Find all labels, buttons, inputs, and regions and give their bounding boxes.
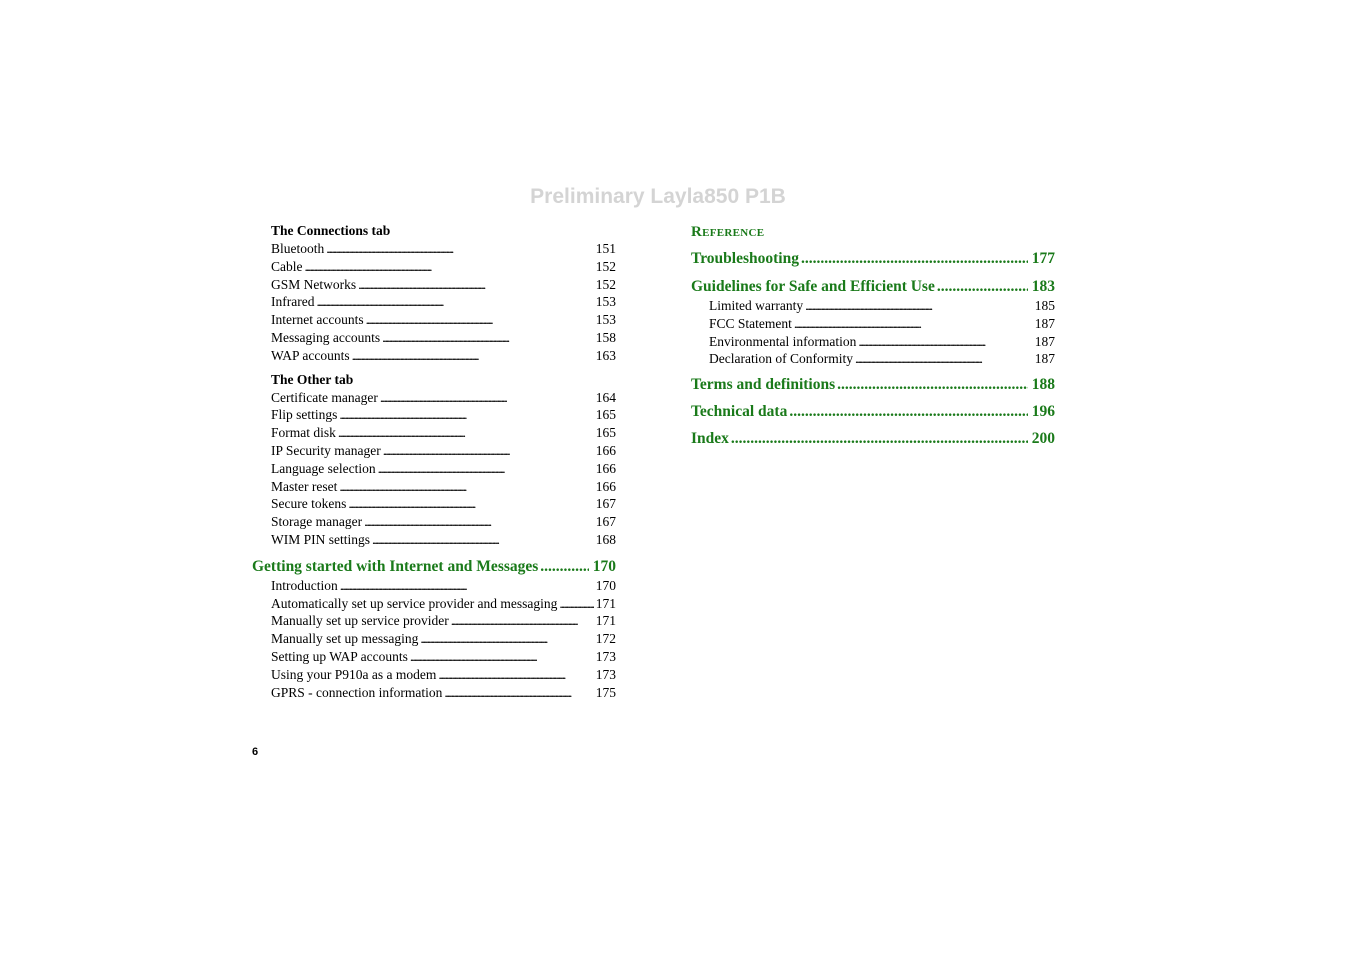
- toc-entry[interactable]: [252, 460, 616, 478]
- leader-dots: [378, 460, 594, 478]
- toc-entry[interactable]: [252, 276, 616, 294]
- getting-started-list: [252, 577, 616, 702]
- other-list: [252, 389, 616, 549]
- toc-entry[interactable]: [252, 442, 616, 460]
- leader-dots: [380, 389, 594, 407]
- entry-page: 166: [595, 442, 616, 458]
- leader-dots: [451, 612, 594, 630]
- leader-dots: [366, 311, 594, 329]
- leader-dots: [789, 402, 1027, 422]
- chapter-title: Troubleshooting: [691, 250, 799, 267]
- entry-page: 173: [595, 666, 616, 682]
- watermark: Preliminary Layla850 P1B: [530, 185, 786, 208]
- entry-page: 167: [595, 514, 616, 530]
- entry-page: 164: [595, 389, 616, 405]
- leader-dots: [444, 684, 593, 702]
- entry-title: Certificate manager: [271, 389, 378, 405]
- entry-title: Using your P910a as a modem: [271, 666, 437, 682]
- entry-title: Storage manager: [271, 514, 363, 530]
- entry-page: 187: [1034, 351, 1055, 367]
- entry-title: Bluetooth: [271, 241, 325, 256]
- entry-title: Limited warranty: [709, 298, 804, 313]
- chapter-guidelines[interactable]: [691, 277, 1055, 297]
- chapter-title: Technical data: [691, 403, 788, 421]
- toc-entry[interactable]: [252, 258, 616, 276]
- chapter-title: Getting started with Internet and Messages: [252, 557, 539, 575]
- leader-dots: [420, 630, 593, 648]
- chapter-title: Terms and definitions: [691, 376, 836, 394]
- toc-entry[interactable]: [252, 577, 616, 595]
- entry-page: 171: [595, 595, 616, 611]
- entry-title: Messaging accounts: [271, 329, 381, 345]
- entry-title: Master reset: [271, 478, 338, 494]
- chapter-title: Index: [691, 430, 729, 448]
- entry-page: 185: [1034, 298, 1055, 313]
- chapter-terms[interactable]: [691, 375, 1055, 395]
- toc-entry[interactable]: [691, 333, 1055, 351]
- leader-dots: [352, 347, 594, 365]
- leader-dots: [339, 478, 593, 496]
- leader-dots: [382, 329, 594, 347]
- reference-section-label: Reference: [691, 224, 765, 240]
- entry-title: Language selection: [271, 460, 376, 476]
- toc-entry[interactable]: [252, 389, 616, 407]
- entry-title: Flip settings: [271, 407, 338, 423]
- leader-dots: [937, 277, 1028, 297]
- toc-entry[interactable]: [252, 240, 616, 258]
- entry-page: 172: [595, 631, 616, 647]
- toc-entry[interactable]: [252, 513, 616, 531]
- entry-page: 166: [595, 478, 616, 494]
- entry-title: FCC Statement: [709, 315, 792, 331]
- entry-title: WIM PIN settings: [271, 531, 370, 547]
- leader-dots: [372, 531, 594, 549]
- entry-title: Manually set up messaging: [271, 631, 419, 647]
- toc-entry[interactable]: [252, 347, 616, 365]
- toc-entry[interactable]: [252, 495, 616, 513]
- leader-dots: [358, 276, 594, 294]
- chapter-page: 170: [592, 557, 616, 575]
- chapter-page: 183: [1031, 278, 1055, 295]
- leader-dots: [559, 595, 593, 613]
- connections-tab-heading: The Connections tab: [271, 223, 391, 238]
- leader-dots: [326, 240, 594, 258]
- toc-entry[interactable]: [252, 595, 616, 613]
- leader-dots: [316, 293, 593, 311]
- leader-dots: [438, 666, 593, 684]
- chapter-page: 200: [1031, 430, 1055, 448]
- toc-entry[interactable]: [252, 531, 616, 549]
- toc-entry[interactable]: [252, 684, 616, 702]
- entry-title: IP Security manager: [271, 442, 381, 458]
- entry-page: 163: [595, 347, 616, 363]
- entry-title: Introduction: [271, 577, 338, 593]
- entry-title: Environmental information: [709, 333, 857, 349]
- chapter-index[interactable]: [691, 429, 1055, 449]
- chapter-title: Guidelines for Safe and Efficient Use: [691, 278, 935, 295]
- chapter-troubleshooting[interactable]: [691, 249, 1055, 269]
- entry-page: 165: [595, 425, 616, 441]
- leader-dots: [858, 333, 1032, 351]
- entry-page: 187: [1034, 315, 1055, 331]
- toc-left-column: [252, 222, 616, 701]
- entry-page: 152: [595, 258, 616, 274]
- entry-page: 153: [595, 294, 616, 310]
- other-tab-heading: The Other tab: [271, 371, 354, 387]
- entry-title: GSM Networks: [271, 276, 357, 292]
- leader-dots: [794, 315, 1033, 333]
- leader-dots: [410, 648, 594, 666]
- leader-dots: [805, 297, 1033, 315]
- toc-entry[interactable]: [252, 648, 616, 666]
- leader-dots: [305, 258, 594, 276]
- toc-right-column: [691, 222, 1055, 449]
- leader-dots: [340, 577, 594, 595]
- entry-title: Infrared: [271, 294, 315, 310]
- toc-entry[interactable]: [252, 424, 616, 442]
- toc-entry[interactable]: [252, 478, 616, 496]
- chapter-page: 188: [1031, 376, 1055, 394]
- chapter-getting-started[interactable]: [252, 557, 616, 577]
- entry-page: 167: [595, 496, 616, 512]
- chapter-page: 177: [1031, 250, 1055, 267]
- toc-entry[interactable]: [252, 406, 616, 424]
- entry-title: Declaration of Conformity: [709, 351, 853, 367]
- toc-entry[interactable]: [252, 329, 616, 347]
- connections-list: [252, 240, 616, 365]
- toc-entry[interactable]: [691, 350, 1055, 368]
- entry-page: 158: [595, 329, 616, 345]
- toc-entry[interactable]: [252, 630, 616, 648]
- leader-dots: [383, 442, 594, 460]
- entry-page: 166: [595, 460, 616, 476]
- toc-entry[interactable]: [691, 315, 1055, 333]
- leader-dots: [540, 557, 588, 577]
- entry-title: Format disk: [271, 425, 336, 441]
- leader-dots: [855, 350, 1033, 368]
- entry-page: 170: [595, 577, 616, 593]
- page-number: 6: [252, 746, 259, 758]
- entry-title: Automatically set up service provider and messaging: [271, 595, 558, 611]
- entry-page: 171: [595, 613, 616, 629]
- entry-page: 153: [595, 312, 616, 328]
- chapter-page: 196: [1031, 403, 1055, 421]
- leader-dots: [801, 249, 1028, 269]
- leader-dots: [837, 375, 1028, 395]
- leader-dots: [731, 429, 1028, 449]
- leader-dots: [348, 495, 593, 513]
- entry-page: 151: [595, 241, 616, 256]
- entry-title: Cable: [271, 258, 303, 274]
- entry-title: Internet accounts: [271, 312, 364, 328]
- entry-page: 168: [595, 531, 616, 547]
- leader-dots: [364, 513, 594, 531]
- toc-entry[interactable]: [252, 293, 616, 311]
- toc-entry[interactable]: [252, 311, 616, 329]
- entry-title: Setting up WAP accounts: [271, 648, 408, 664]
- guidelines-list: [691, 297, 1055, 368]
- entry-title: Manually set up service provider: [271, 613, 449, 629]
- toc-entry[interactable]: [252, 612, 616, 630]
- chapter-technical-data[interactable]: [691, 402, 1055, 422]
- entry-page: 165: [595, 407, 616, 423]
- entry-title: WAP accounts: [271, 347, 350, 363]
- leader-dots: [338, 424, 594, 442]
- entry-page: 187: [1034, 333, 1055, 349]
- entry-title: GPRS - connection information: [271, 684, 443, 700]
- entry-page: 175: [595, 684, 616, 700]
- toc-entry[interactable]: [691, 297, 1055, 315]
- entry-page: 173: [595, 648, 616, 664]
- leader-dots: [339, 406, 593, 424]
- entry-page: 152: [595, 276, 616, 292]
- toc-entry[interactable]: [252, 666, 616, 684]
- entry-title: Secure tokens: [271, 496, 347, 512]
